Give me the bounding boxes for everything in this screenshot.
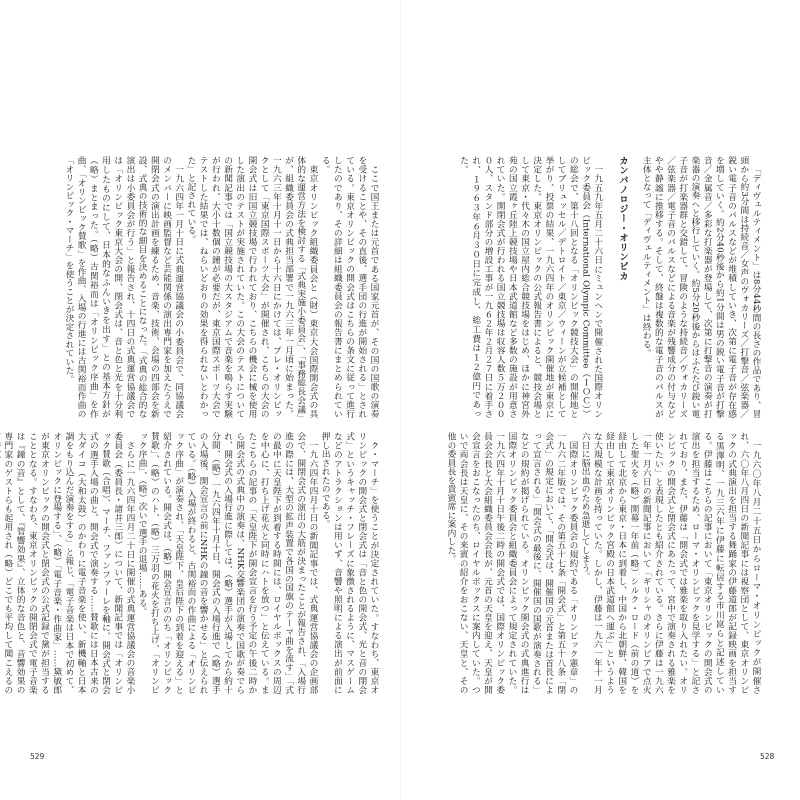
paragraph: 東京オリンピック組織委員会と（財）東京大会国際開会式の具体的な運営方法を検討する「式典実施小委員会」、「事務総長会議」が、組織委員会の式典担当部署で一九六三年一月頃に始まった。一九六三年十月十一日から十六日にかけては、プレ・オリンピックとして「東京国際スポーツ大会」が開催され、こちらの大会の開会式は旧国立競技場で行われており、こちらの機会に械を使用した演出のテストが実施されていた。この大会のテストについての新聞記事では「国立競技場の大スタジアムで音楽を鳴らす実験が行われ、大小十数個の鐘が必要だが、東京国際スポーツ大会でテストした結果では、ねらいどおりの効果を得られないとわかった」と記されている。 xyxy=(185,156,318,418)
paragraph: 一九六四年四月十日の新聞記事では、式典運営協議会の企画部会で、開閉会式の演出の大筋が決まったことが報告され、「入場行進の際には、大型の拡声装置で各国の国旗のテーマ曲を流す」「式の最中に天皇陛下が到着する時間には、ロイヤルボックスの周辺を中心に、打ち上げ花火と同時にハトを放つ」と伝えている。またこちらの記事の「天皇陛下が開会宣言を行う予定の午後二時から開会式の式典中の演奏は、NHK交響楽団の演奏で国歌が奏でられ、開会式の入場行進に際しては、（略）選手が入場してから約十分間、（略）一九六四年十月十日、開会式の入場行進で（略）選手の入場後、開会宣言の前にNHKの鐘の音を響かせる」と伝えられている。（略）入場が終わると、古関裕而の作曲による「オリンピック序曲」が演奏され、「天皇陛下、皇后陛下の到着を迎える」と紹介されている。開会式は、（略）開会宣言ののち「オリンピック賛歌」、（略）のハト、（略）三万羽の花火を打ち上げ、「オリンピック序曲」、（略）次いで選手の退場……ある。 xyxy=(137,432,318,694)
paragraph: 「ディヴェルティメント」は8分44秒間の長さの作品であり、冒頭から約3分間は持続音／女声のヴォカリーズ／打撃音／弦楽器／鋭い電子音のパルスなどが堆積していき、次第に電子音が存在感を増していく。約2分40秒後から約1分間は男の鋭い電子音が打撃音／金属音／多彩な打楽器が登場して、次第に打撃音の演奏が打楽器の演奏へと移行していく。約5分20秒後からはふたたび鋭い電子音が打楽器群と交錯して、冒険のような持続音／ヴォカリーズ／弦楽器／電子音のパルスなどによる音楽が残響成分の付与などやや静謐に推移する。そして、終盤は複数的な電子音のパルスが主体となって「ディヴェルティメント」は終わる。 xyxy=(641,156,761,418)
paragraph: さらに一九六四年四月二十日に開催の式典運営協議会の音楽小委員会（委員長・諸井三郎）について、新聞記事では「オリンピック賛歌（合唱）、マーチ、ファンファーレを軸に、開会式と閉会式の選手入場の曲と、開会式で演奏する……賛歌には日本古来の大ダイコ（大和太鼓）のかわりに電子音楽を使い、新機軸と日本調をもり込んだ演奏をする」と報じ、「電子音楽は日本で初めて、オリンピックに登場する」、（略）「電子音楽・作曲家」……黛敏郎が東京オリンピックの開会式と閉会式の公式記録で黛が担当することとなる。すなわち、東京オリンピックの開閉会式で電子音楽は『鐘の音』として、『管響効果』、立体的な音色と、音響効果の専門家のゲストらも起用され（略）どこでも平均して聞こえるの xyxy=(2,432,135,694)
section-heading: カンパノロジー・オリンピカ xyxy=(616,156,628,281)
right-page xyxy=(400,0,800,800)
paragraph: 一九五九年五月二十六日にミュンヘンで開催された国際オリンピック委員会（International Olympic Committee（ＩＯＣ））の総会で、第十八回となる「オリンピック競技大会」の開催地としてブリュッセル／デトロイト／東京／ウィーンが立候補として挙がり、投票の結果、一九六四年のオリンピック開催地が東京に決定した。東京オリンピックの公式報告書によると、競技会場として東京・代々木の国立屋内総合競技場をはじめ、ほかに神宮外苑の国立霞ヶ丘陸上競技場や日本武道館など多数の施設が用意されていた。開閉会式が行われる国立競技場は収容人数５万２０００人、スタンド部分の増設工事が一九６２年２月２７日に着手され、１９６３年６月３０日に完成し、総工費は１２億円であった。 xyxy=(458,156,603,418)
paragraph: 国際オリンピック委員会の規約である「オリンピック憲章」の一九六二年版では、その第五十七条「開会式」と第五十八条「閉会式」の規定において、「開会式は、開催国の元首または首長によって宣言される」「開会式の最後に、開催国の国歌が演奏される」などの規約が掲げられている。オリンピック開会式の式典進行は国際オリンピック委員会と組織委員会によって規定されていた。一九六四年十月十日午後二時の開会式では、国際オリンピック委員会会長と大会組織委員会会長が、元首の天皇を迎え、天皇が開会宣言をおこなったのち、ロイヤルボックスに案内していた。ついで両会長は天皇に、その来賓の紹介をおこない、天皇と、その他の委員長を貴賓席に案内した。 xyxy=(445,432,578,694)
left-page-lower-text xyxy=(2,432,380,694)
paragraph: ク・マーチ」を使うことが決定されていた。すなわち、東京オリンピックの開会式と閉会式は「音と色の開会式、光と音の閉会式」というキャッチ・フレーズに象徴されるように、マスゲームなどのアトラクションは用いず、音響や照明による演出が前面に押し出されたのである。 xyxy=(320,432,379,694)
paragraph: 一九六〇年八月二十五日からローマ・オリンピックが開催され、六〇年八月四日の新聞記事には視察団として、東京オリンピックの式典演出を担当する舞踊家の伊藤道郎が記録映画を担当する黒澤明、一九三六年に伊藤に転居する市川崑らと記述している。伊藤はこちらの記事において「東京オリンピックの開会式の演出を担当するため、ローマ・オリンピックを見学する」と記されており、また、伊藤は「開会式では雅楽を取り入れたい。オリンピックの開会式と閉会式にあたって、宮中で演奏される雅楽を使いたい」と表現したとも紹介されている。さらに伊藤は一九六一年一月六日の新聞記事において「ギリシャのオリンピアで点火した聖火を（略）開幕一年前（略）シルク・ロード（前の道）を経由して北京から東京・日本に到着し、中国から北朝鮮、韓国を経由して東京オリンピック宮殿の日本武道館へ運ぶ」というような大規模な計画を持っていた。しかし、伊藤は一九六一年十一月六日に脳出血のため急逝してしまう。 xyxy=(580,432,761,694)
right-page-lower-text xyxy=(420,432,762,694)
paragraph: ここで国王または元首である国家元首が、その国の国歌の演奏を受けることや、その直後、選手団の行進が開始される」とされている。東京オリンピックの開会式はこちらの条文に従って進行したのであり、その詳細は組織委員会の報告書にまとめられている。 xyxy=(320,156,379,418)
paragraph: 一九六四年一月十日に式典運営協議会の小委員会で、同協議会のメンバーに映画監督など芸能関係の演出専門家を加えたうえで開閉会式の演出計画を練るため、音楽、技術、会場の四部会を新設、式典の技術的な細目を決めることになった。「式典の総合的な演出は小委員会が行う」と報告され、十四日の式典運営協議会では「オリンピック東京大会の開、閉会式は、音と色と光を十分利用したものにして、日本的なふんいきを出す」との基本方針が（略）まとまった。（略）古関裕而は「オリンピック序曲」を作曲、「オリンピック賛歌」を作曲、入場の行進には古関裕而作曲の「オリンピック・マーチ」を使うことが決定されていた。 xyxy=(63,156,184,418)
left-page-upper-text xyxy=(40,156,380,418)
page-number: 529 xyxy=(30,752,45,761)
right-page-upper-text xyxy=(420,156,762,418)
page-number: 528 xyxy=(760,752,775,761)
